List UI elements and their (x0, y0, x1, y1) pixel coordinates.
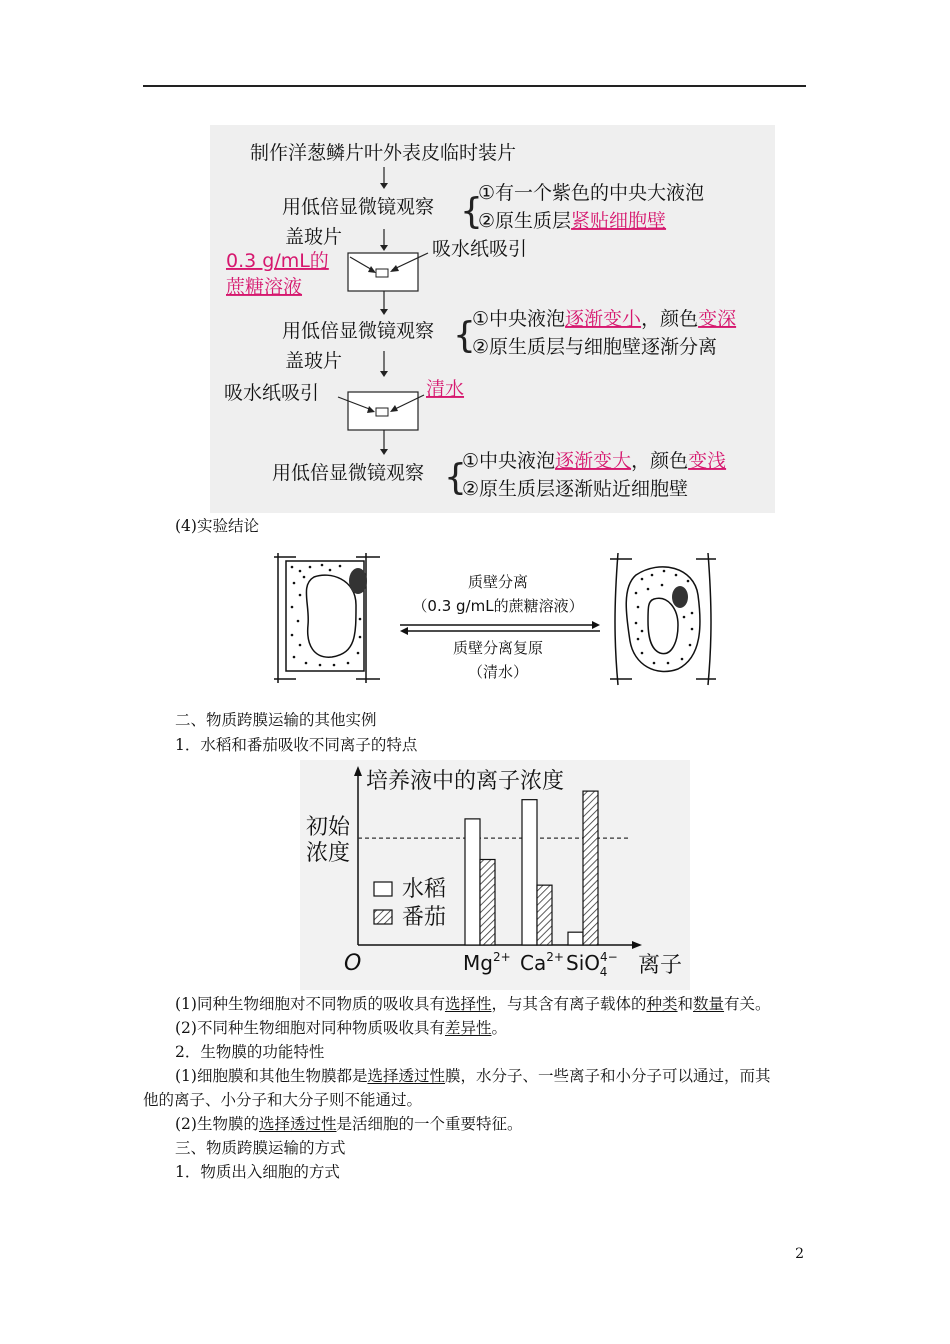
water-label: 清水 (426, 378, 465, 400)
plasmolysis-procedure-diagram (210, 125, 775, 513)
conclusion-heading: (4)实验结论 (175, 517, 259, 535)
legend-rice: 水稻 (402, 877, 447, 902)
paragraph-3: (1)细胞膜和其他生物膜都是选择透过性膜，水分子、一些离子和小分子可以通过，而其 (175, 1067, 771, 1085)
blot-label-1: 吸水纸吸引 (432, 238, 528, 260)
obs3-b: ②原生质层逐渐贴近细胞壁 (462, 478, 689, 500)
sucrose-label-2: 蔗糖溶液 (226, 276, 303, 298)
observe-label-1: 用低倍显微镜观察 (282, 196, 435, 218)
obs2-b: ②原生质层与细胞壁逐渐分离 (472, 336, 718, 358)
step-make-slide: 制作洋葱鳞片叶外表皮临时装片 (250, 142, 517, 164)
brace-3: { (444, 457, 467, 498)
section-3-heading: 三、物质跨膜运输的方式 (175, 1139, 346, 1157)
legend-tomato: 番茄 (402, 905, 447, 930)
observe-label-2: 用低倍显微镜观察 (282, 320, 435, 342)
brace-1: { (460, 191, 483, 232)
arrow-label-top-2: （0.3 g/mL的蔗糖溶液） (412, 597, 584, 615)
x-axis-label: 离子 (638, 953, 683, 978)
paragraph-3-line-2: 他的离子、小分子和大分子则不能通过。 (143, 1091, 423, 1109)
svg-text:①中央液泡逐渐变大，颜色变浅: ①中央液泡逐渐变大，颜色变浅 (462, 450, 727, 472)
subsection-2-heading: 2．生物膜的功能特性 (175, 1043, 325, 1061)
paragraph-1: (1)同种生物细胞对不同物质的吸收具有选择性，与其含有离子载体的种类和数量有关。 (175, 995, 771, 1013)
legend-swatch-rice (374, 882, 392, 896)
y-label-1: 初始 (306, 815, 351, 840)
svg-text:②原生质层紧贴细胞壁: ②原生质层紧贴细胞壁 (478, 210, 667, 232)
subsection-3-heading: 1．物质出入细胞的方式 (175, 1163, 340, 1181)
cell-plasmolysis-diagram (270, 545, 720, 695)
x-tick-ca: $Ca^{2+}$ (520, 950, 564, 975)
section-2-heading: 二、物质跨膜运输的其他实例 (175, 711, 377, 729)
observe-label-3: 用低倍显微镜观察 (272, 462, 425, 484)
origin-label: O (344, 951, 362, 976)
bar-rice-mg (465, 819, 480, 945)
coverslip-label-2: 盖玻片 (285, 350, 343, 372)
chart-title: 培养液中的离子浓度 (366, 769, 565, 794)
header-rule (143, 85, 806, 87)
bar-rice-ca (522, 800, 537, 945)
bar-tomato-sio (583, 791, 598, 945)
bar-tomato-ca (537, 885, 552, 945)
ion-absorption-chart (300, 760, 690, 990)
x-tick-mg: $Mg^{2+}$ (463, 950, 511, 975)
paragraph-4: (2)生物膜的选择透过性是活细胞的一个重要特征。 (175, 1115, 523, 1133)
y-label-2: 浓度 (306, 841, 351, 866)
arrow-label-top-1: 质壁分离 (467, 573, 529, 591)
x-tick-sio: SiO$^{4-}$ 4 (566, 950, 618, 979)
obs1-a: ①有一个紫色的中央大液泡 (478, 182, 705, 204)
legend-swatch-tomato (374, 910, 392, 924)
sucrose-label-1: 0.3 g/mL的 (226, 250, 329, 272)
arrow-label-bottom-2: （清水） (467, 663, 529, 681)
blot-label-2: 吸水纸吸引 (224, 382, 320, 404)
page-number: 2 (795, 1246, 804, 1262)
arrow-label-bottom-1: 质壁分离复原 (452, 639, 544, 657)
svg-text:①中央液泡逐渐变小，颜色变深: ①中央液泡逐渐变小，颜色变深 (472, 308, 737, 330)
bar-tomato-mg (480, 860, 495, 946)
coverslip-label-1: 盖玻片 (285, 226, 343, 248)
bar-rice-sio (568, 932, 583, 945)
paragraph-2: (2)不同种生物细胞对同种物质吸收具有差异性。 (175, 1019, 507, 1037)
brace-2: { (453, 315, 476, 356)
subsection-1-heading: 1．水稻和番茄吸收不同离子的特点 (175, 736, 418, 754)
